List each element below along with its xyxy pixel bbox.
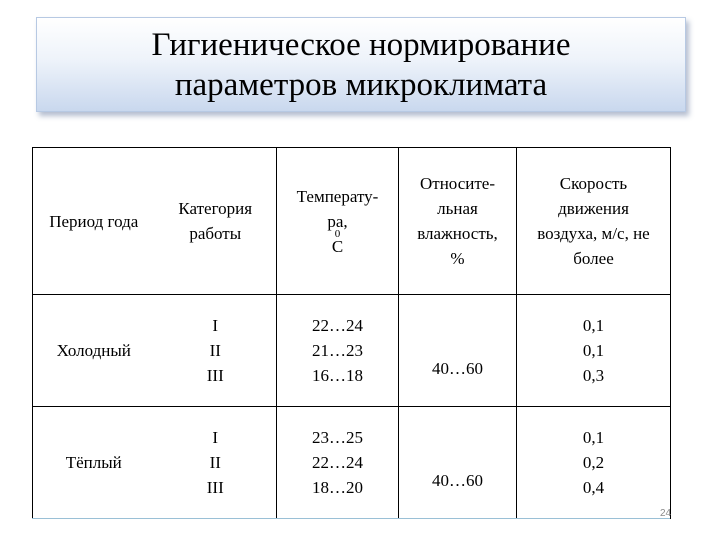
cell-speeds [517, 407, 671, 519]
header-humidity-line-3: влажность, [417, 224, 498, 243]
header-temperature-line-1: Температу- [296, 186, 379, 206]
header-speed-line-1: Скорость [559, 174, 628, 193]
speed-value: 0,1 [582, 341, 605, 360]
speed-value: 0,1 [582, 316, 605, 335]
footer-divider [32, 518, 670, 519]
header-humidity-line-4: % [450, 249, 465, 268]
speed-value: 0,3 [582, 366, 605, 385]
table-row-warm [33, 407, 671, 519]
slide-title-box [36, 17, 686, 112]
category-value: I [212, 316, 219, 335]
temperature-value: 23…25 [312, 428, 363, 447]
cell-categories [155, 407, 277, 519]
category-value: III [206, 478, 224, 497]
cell-temperatures [277, 295, 399, 407]
header-speed-line-3: воздуха, м/с, не [537, 224, 650, 243]
header-humidity-line-1: Относите- [419, 174, 495, 193]
speed-value: 0,1 [582, 428, 605, 447]
header-category-line-2: работы [189, 224, 242, 243]
speed-value: 0,2 [582, 453, 605, 472]
header-category [155, 148, 277, 295]
header-temperature-unit: С [331, 236, 344, 256]
header-category-line-1: Категория [178, 199, 253, 218]
cell-temperatures [277, 407, 399, 519]
microclimate-table [32, 147, 671, 519]
category-value: II [209, 341, 221, 360]
category-value: III [206, 366, 224, 385]
header-period-label: Период года [49, 211, 139, 231]
temperature-value: 22…24 [312, 453, 363, 472]
header-speed-line-4: более [573, 249, 614, 268]
header-speed-line-2: движения [558, 199, 629, 218]
temperature-value: 21…23 [312, 341, 363, 360]
header-temperature [277, 148, 399, 295]
cell-period: Холодный [33, 295, 155, 407]
header-period [33, 148, 155, 295]
slide-title-line-1: Гигиеническое нормирование [151, 26, 571, 63]
header-air-speed [517, 148, 671, 295]
speed-value: 0,4 [582, 478, 605, 497]
table-header-row [33, 148, 671, 295]
temperature-value: 16…18 [312, 366, 363, 385]
table-row-cold [33, 295, 671, 407]
page-number: 24 [660, 508, 672, 519]
header-humidity [399, 148, 517, 295]
category-value: II [209, 453, 221, 472]
cell-humidity: 40…60 [399, 295, 517, 407]
cell-speeds [517, 295, 671, 407]
header-temperature-prefix: ра, [327, 211, 348, 231]
cell-humidity: 40…60 [399, 407, 517, 519]
cell-period: Тёплый [33, 407, 155, 519]
slide-title-line-2: параметров микроклимата [174, 66, 548, 103]
category-value: I [212, 428, 219, 447]
temperature-value: 18…20 [312, 478, 363, 497]
cell-categories [155, 295, 277, 407]
temperature-value: 22…24 [312, 316, 363, 335]
header-temperature-line-2: ра, 0 С [277, 209, 398, 259]
header-humidity-line-2: льная [437, 199, 478, 218]
